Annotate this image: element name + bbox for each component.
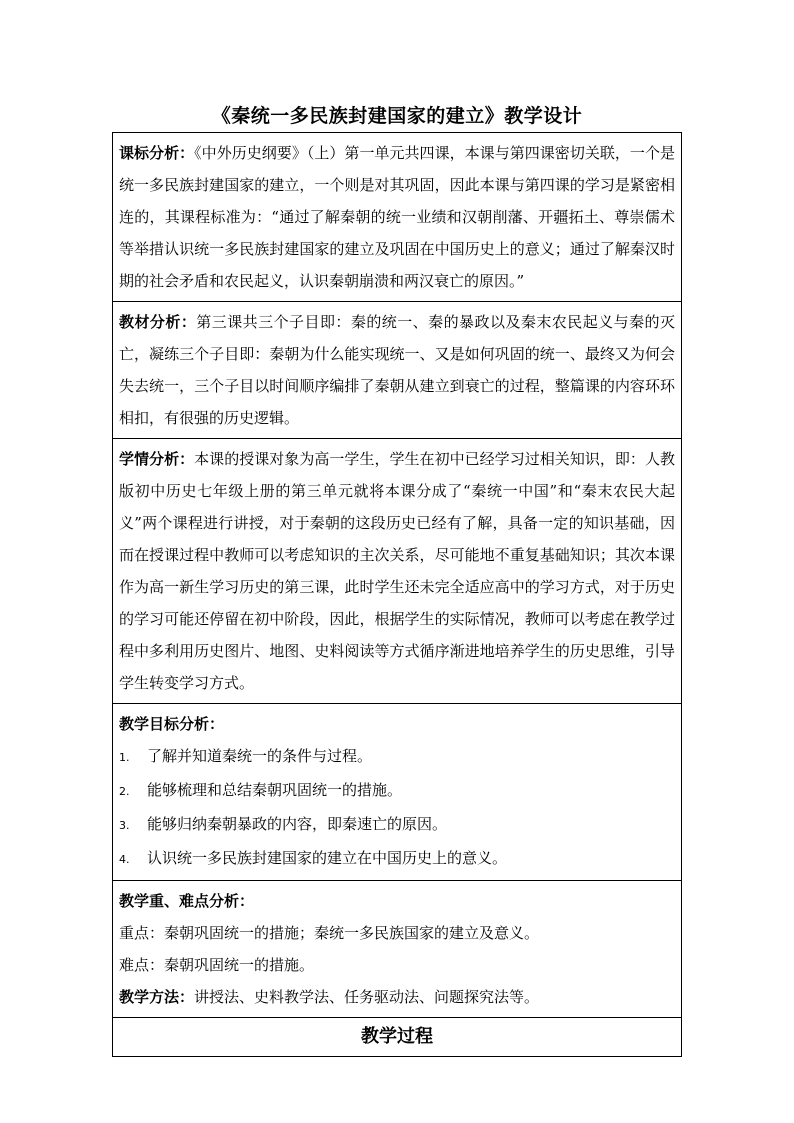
objective-number: 4.: [119, 853, 130, 866]
objectives-label: 教学目标分析：: [119, 715, 225, 733]
textbook-label: 教材分析：: [119, 313, 197, 331]
learner-label: 学情分析：: [119, 450, 195, 468]
objective-text: 认识统一多民族封建国家的建立在中国历史上的意义。: [147, 849, 508, 867]
method-label: 教学方法：: [119, 988, 195, 1006]
objective-number: 3.: [119, 819, 130, 832]
focus-text: 重点：秦朝巩固统一的措施；秦统一多民族国家的建立及意义。: [119, 924, 540, 942]
learner-text: 本课的授课对象为高一学生，学生在初中已经学习过相关知识，即：人教版初中历史七年级上册的第三单元就将本课分成了“秦统一中国”和“秦末农民大起义”两个课程进行讲授，对于秦朝的这段历史已经有了解，具备一定的知识基础，因而在授课过程中教师可以考虑知识的主次关系，尽可能地不重复基础知识；其次本课作为高一新生学习历史的第三课，此时学生还未完全适应高中的学习方式，对于历史的学习可能还停留在初中阶段，因此，根据学生的实际情况，教师可以考虑在教学过程中多利用历史图片、地图、史料阅读等方式循序渐进地培养学生的历史思维，引导学生转变学习方式。: [119, 450, 675, 692]
learner-row: [113, 439, 682, 704]
process-row: [113, 1018, 682, 1057]
method-text: 讲授法、史料教学法、任务驱动法、问题探究法等。: [194, 988, 540, 1006]
teaching-method: [119, 981, 675, 1013]
objective-number: 2.: [119, 785, 130, 798]
objective-text: 能够归纳秦朝暴政的内容，即秦速亡的原因。: [147, 815, 448, 833]
textbook-text: 第三课共三个子目即：秦的统一、秦的暴政以及秦末农民起义与秦的灭亡，凝练三个子目即：秦朝为什么能实现统一、又是如何巩固的统一、最终又为何会失去统一，三个子目以时间顺序编排了秦朝从建立到衰亡的过程，整篇课的内容环环相扣，有很强的历史逻辑。: [119, 313, 675, 427]
difficulty-text: 难点：秦朝巩固统一的措施。: [119, 956, 315, 974]
curriculum-cell: [113, 133, 682, 302]
curriculum-label: 课标分析：: [119, 144, 195, 162]
document-title: 《秦统一多民族封建国家的建立》教学设计: [211, 105, 583, 127]
objective-item: [119, 740, 675, 774]
objective-item: [119, 774, 675, 808]
objectives-cell: [113, 704, 682, 881]
learner-cell: [113, 439, 682, 704]
objective-number: 1.: [119, 751, 130, 764]
keypoints-cell: [113, 881, 682, 1018]
textbook-cell: [113, 302, 682, 439]
curriculum-row: [113, 133, 682, 302]
objectives-row: [113, 704, 682, 881]
objective-text: 能够梳理和总结秦朝巩固统一的措施。: [147, 781, 403, 799]
curriculum-text: 《中外历史纲要》（上）第一单元共四课，本课与第四课密切关联，一个是统一多民族封建国家的建立，一个则是对其巩固，因此本课与第四课的学习是紧密相连的，其课程标准为：“通过了解秦朝的统一业绩和汉朝削藩、开疆拓土、尊崇儒术等举措认识统一多民族封建国家的建立及巩固在中国历史上的意义；通过了解秦汉时期的社会矛盾和农民起义，认识秦朝崩溃和两汉衰亡的原因。”: [119, 144, 675, 290]
keypoints-row: [113, 881, 682, 1018]
objective-item: [119, 808, 675, 842]
lesson-plan-table: [112, 132, 682, 1057]
objective-text: 了解并知道秦统一的条件与过程。: [147, 747, 373, 765]
objective-item: [119, 842, 675, 876]
textbook-row: [113, 302, 682, 439]
process-heading: 教学过程: [113, 1018, 682, 1057]
keypoints-label: 教学重、难点分析：: [119, 892, 255, 910]
